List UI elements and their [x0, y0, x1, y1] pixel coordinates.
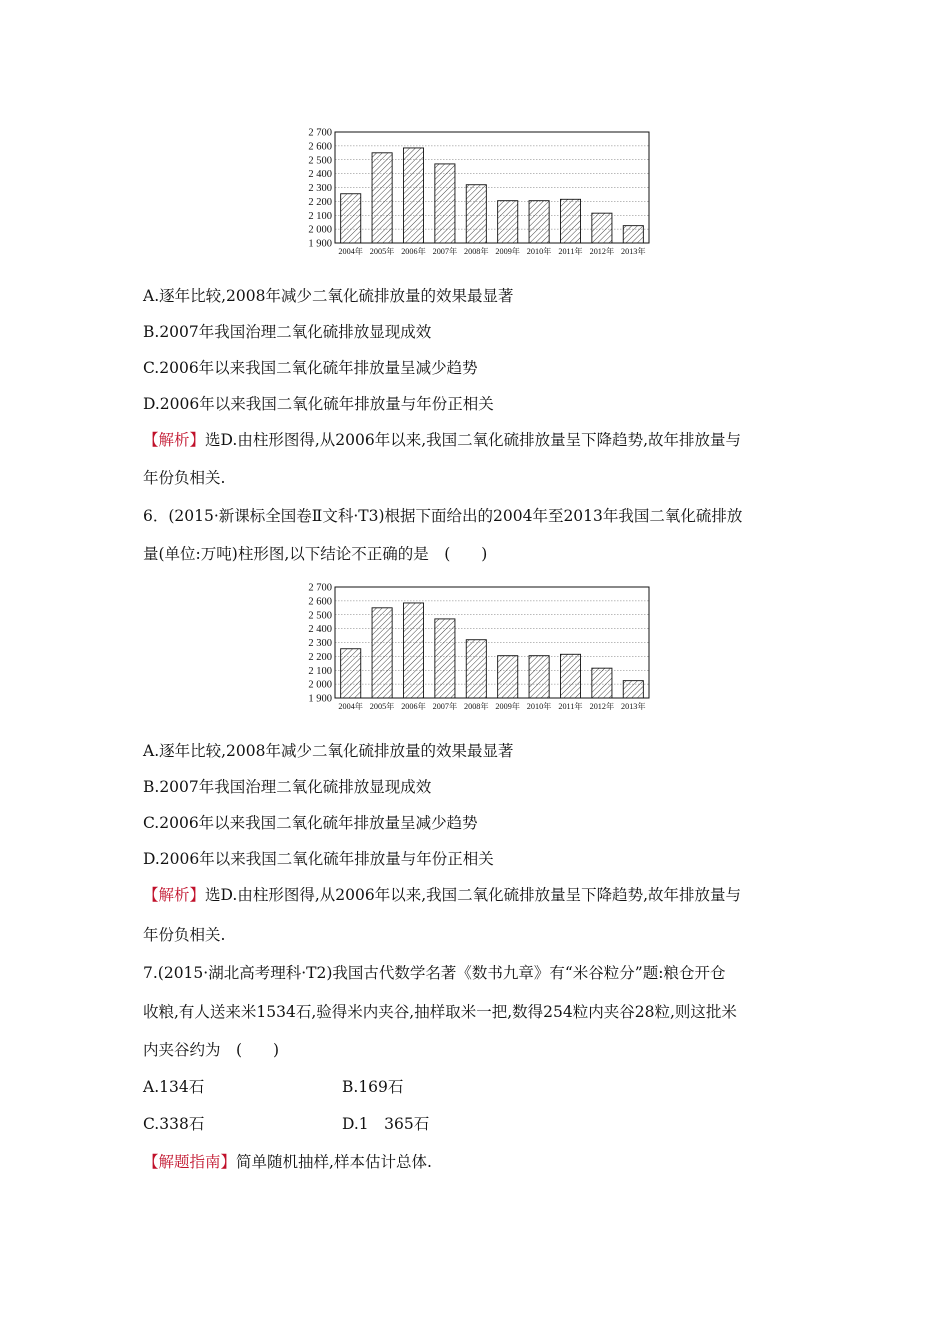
- bar: [529, 656, 549, 698]
- y-tick-label: 1 900: [308, 238, 332, 250]
- x-tick-label: 2007年: [432, 247, 458, 256]
- x-tick-label: 2008年: [464, 702, 489, 711]
- bar: [560, 654, 580, 698]
- y-tick-label: 2 400: [308, 624, 332, 636]
- y-tick-label: 2 300: [308, 183, 332, 194]
- q6-analysis-cont: 年份负相关.: [143, 926, 226, 944]
- bar: [435, 164, 455, 243]
- bar-chart-svg: [290, 126, 660, 258]
- y-tick-label: 2 200: [308, 196, 332, 208]
- q7-stem-line-1: 7.(2015·湖北高考理科·T2)我国古代数学名著《数书九章》有“米谷粒分”题:粮仓开仓: [143, 964, 726, 982]
- analysis-text: 选D.由柱形图得,从2006年以来,我国二氧化硫排放量呈下降趋势,故年排放量与: [205, 431, 742, 449]
- bar: [498, 656, 518, 698]
- x-tick-label: 2011年: [558, 702, 583, 711]
- q5-analysis-cont: 年份负相关.: [143, 469, 226, 487]
- q7-hint: [143, 1152, 432, 1172]
- y-tick-label: 2 500: [308, 610, 332, 622]
- q5-option-d: D.2006年以来我国二氧化硫年排放量与年份正相关: [143, 395, 494, 413]
- bar: [403, 603, 423, 698]
- q6-option-a: A.逐年比较,2008年减少二氧化硫排放量的效果最显著: [143, 742, 514, 760]
- analysis-text: 选D.由柱形图得,从2006年以来,我国二氧化硫排放量呈下降趋势,故年排放量与: [205, 886, 742, 904]
- x-tick-label: 2006年: [401, 702, 426, 711]
- q7-option-b: B.169石: [342, 1078, 404, 1096]
- y-tick-label: 2 600: [308, 141, 332, 153]
- bar: [623, 681, 643, 698]
- bar: [529, 201, 549, 243]
- q7-option-d: D.1 365石: [342, 1115, 430, 1133]
- bar: [466, 640, 486, 698]
- q6-option-c: C.2006年以来我国二氧化硫年排放量呈减少趋势: [143, 814, 478, 832]
- y-tick-label: 2 100: [308, 665, 332, 677]
- bar-chart-1: [290, 126, 660, 258]
- y-tick-label: 2 000: [308, 679, 332, 691]
- q6-stem-line-1: 6．(2015·新课标全国卷Ⅱ文科·T3)根据下面给出的2004年至2013年我国二氧化硫排放: [143, 507, 743, 525]
- bar-chart-svg: [290, 581, 660, 713]
- y-tick-label: 2 400: [308, 169, 332, 181]
- bar: [341, 194, 361, 243]
- q5-option-b: B.2007年我国治理二氧化硫排放显现成效: [143, 323, 432, 341]
- q6-option-b: B.2007年我国治理二氧化硫排放显现成效: [143, 778, 432, 796]
- bar: [403, 148, 423, 243]
- bar: [372, 608, 392, 698]
- q6-stem-line-2: 量(单位:万吨)柱形图,以下结论不正确的是 ( ): [143, 545, 488, 563]
- x-tick-label: 2004年: [338, 702, 363, 711]
- bar: [372, 153, 392, 243]
- bar: [435, 619, 455, 698]
- bar: [592, 668, 612, 698]
- bar: [341, 649, 361, 698]
- q7-option-c: C.338石: [143, 1115, 205, 1133]
- x-tick-label: 2005年: [369, 702, 395, 711]
- hint-tag: 【解题指南】: [143, 1153, 237, 1171]
- analysis-tag: 【解析】: [143, 431, 206, 449]
- q6-option-d: D.2006年以来我国二氧化硫年排放量与年份正相关: [143, 850, 494, 868]
- bar-chart-2: [290, 581, 660, 713]
- x-tick-label: 2009年: [495, 702, 520, 711]
- bar: [592, 213, 612, 243]
- x-tick-label: 2010年: [526, 702, 552, 711]
- y-tick-label: 2 700: [308, 582, 332, 594]
- x-tick-label: 2010年: [526, 247, 552, 256]
- y-tick-label: 2 500: [308, 155, 332, 167]
- y-tick-label: 2 300: [308, 638, 332, 649]
- bar: [466, 185, 486, 243]
- x-tick-label: 2013年: [621, 702, 646, 711]
- q7-stem-line-3: 内夹谷约为 ( ): [143, 1041, 280, 1059]
- analysis-tag: 【解析】: [143, 886, 206, 904]
- y-tick-label: 1 900: [308, 693, 332, 705]
- bar: [623, 226, 643, 243]
- x-tick-label: 2011年: [558, 247, 583, 256]
- x-tick-label: 2008年: [464, 247, 489, 256]
- q5-analysis: [143, 430, 741, 450]
- x-tick-label: 2009年: [495, 247, 520, 256]
- bar: [560, 199, 580, 243]
- y-tick-label: 2 600: [308, 596, 332, 608]
- x-tick-label: 2004年: [338, 247, 363, 256]
- q5-option-c: C.2006年以来我国二氧化硫年排放量呈减少趋势: [143, 359, 478, 377]
- q7-stem-line-2: 收粮,有人送来米1534石,验得米内夹谷,抽样取米一把,数得254粒内夹谷28粒,则这批米: [143, 1003, 737, 1021]
- x-tick-label: 2007年: [432, 702, 458, 711]
- y-tick-label: 2 100: [308, 210, 332, 222]
- x-tick-label: 2005年: [369, 247, 395, 256]
- bar: [498, 201, 518, 243]
- y-tick-label: 2 000: [308, 224, 332, 236]
- q6-analysis: [143, 885, 741, 905]
- x-tick-label: 2013年: [621, 247, 646, 256]
- x-tick-label: 2012年: [589, 247, 615, 256]
- hint-text: 简单随机抽样,样本估计总体.: [236, 1153, 432, 1171]
- x-tick-label: 2006年: [401, 247, 426, 256]
- y-tick-label: 2 700: [308, 127, 332, 139]
- x-tick-label: 2012年: [589, 702, 615, 711]
- q7-option-a: A.134石: [143, 1078, 205, 1096]
- y-tick-label: 2 200: [308, 651, 332, 663]
- q5-option-a: A.逐年比较,2008年减少二氧化硫排放量的效果最显著: [143, 287, 514, 305]
